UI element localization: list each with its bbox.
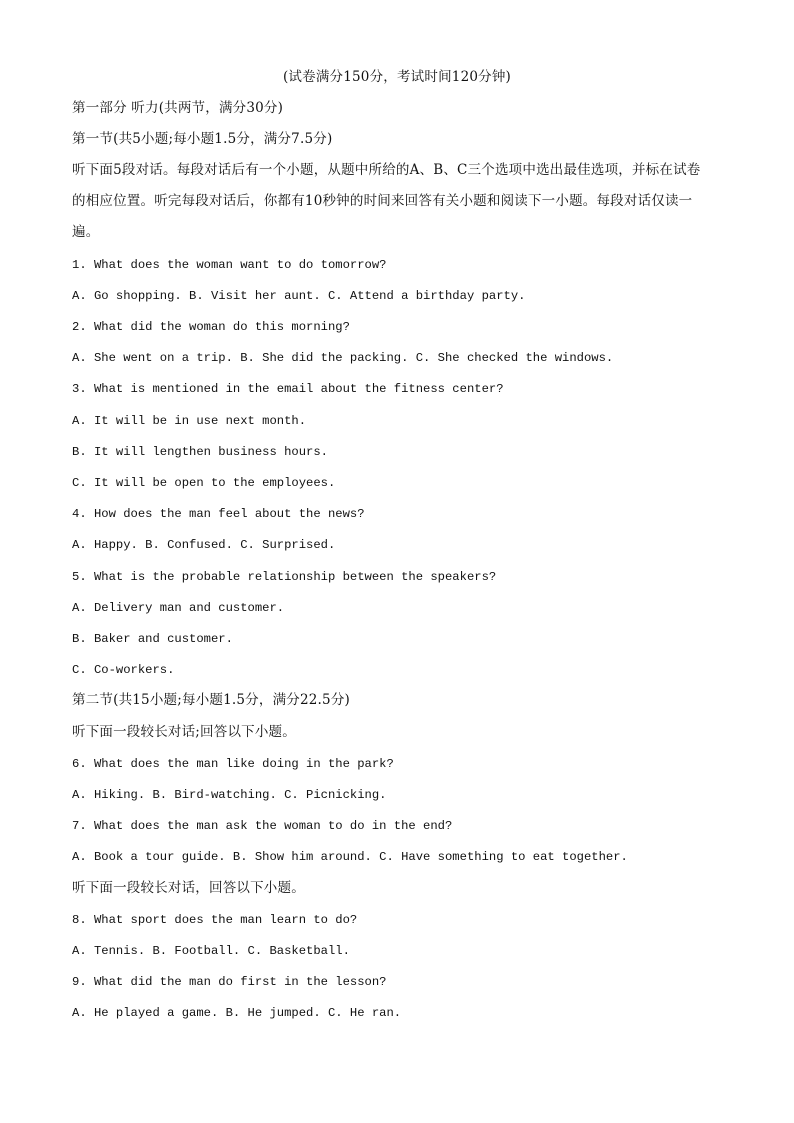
question-2-options: A. She went on a trip. B. She did the packing. C. She checked the windows. bbox=[72, 351, 614, 365]
section1-instruction-line-3: 遍。 bbox=[72, 224, 100, 240]
question-5-option-b: B. Baker and customer. bbox=[72, 632, 233, 646]
section1-instruction-line-1: 听下面5段对话。每段对话后有一个小题，从题中所给的A、B、C三个选项中选出最佳选项，并标在试卷 bbox=[72, 162, 701, 178]
question-5-option-c: C. Co-workers. bbox=[72, 663, 175, 677]
question-4-options: A. Happy. B. Confused. C. Surprised. bbox=[72, 538, 336, 552]
question-3: 3. What is mentioned in the email about the fitness center? bbox=[72, 382, 504, 396]
question-3-option-a: A. It will be in use next month. bbox=[72, 414, 307, 428]
part1-title: 第一部分 听力(共两节，满分30分) bbox=[72, 100, 284, 116]
question-5-option-a: A. Delivery man and customer. bbox=[72, 601, 285, 615]
section1-title: 第一节(共5小题;每小题1.5分，满分7.5分) bbox=[72, 131, 333, 147]
dialog2-intro: 听下面一段较长对话，回答以下小题。 bbox=[72, 880, 305, 896]
question-8: 8. What sport does the man learn to do? bbox=[72, 913, 358, 927]
section2-title: 第二节(共15小题;每小题1.5分，满分22.5分) bbox=[72, 692, 350, 708]
question-3-option-c: C. It will be open to the employees. bbox=[72, 476, 336, 490]
dialog1-intro: 听下面一段较长对话;回答以下小题。 bbox=[72, 724, 296, 740]
question-1-options: A. Go shopping. B. Visit her aunt. C. Attend a birthday party. bbox=[72, 289, 526, 303]
question-1: 1. What does the woman want to do tomorrow? bbox=[72, 258, 387, 272]
question-6: 6. What does the man like doing in the park? bbox=[72, 757, 394, 771]
question-8-options: A. Tennis. B. Football. C. Basketball. bbox=[72, 944, 350, 958]
question-9: 9. What did the man do first in the lesson? bbox=[72, 975, 387, 989]
section1-instruction-line-2: 的相应位置。听完每段对话后，你都有10秒钟的时间来回答有关小题和阅读下一小题。每段对话仅读一 bbox=[72, 193, 693, 209]
question-7-options: A. Book a tour guide. B. Show him around. C. Have something to eat together. bbox=[72, 850, 628, 864]
question-7: 7. What does the man ask the woman to do in the end? bbox=[72, 819, 453, 833]
question-2: 2. What did the woman do this morning? bbox=[72, 320, 350, 334]
exam-info-header: (试卷满分150分，考试时间120分钟) bbox=[282, 69, 512, 85]
question-9-options: A. He played a game. B. He jumped. C. He ran. bbox=[72, 1006, 402, 1020]
question-5: 5. What is the probable relationship between the speakers? bbox=[72, 570, 497, 584]
question-6-options: A. Hiking. B. Bird-watching. C. Picnicking. bbox=[72, 788, 387, 802]
question-4: 4. How does the man feel about the news? bbox=[72, 507, 365, 521]
question-3-option-b: B. It will lengthen business hours. bbox=[72, 445, 328, 459]
